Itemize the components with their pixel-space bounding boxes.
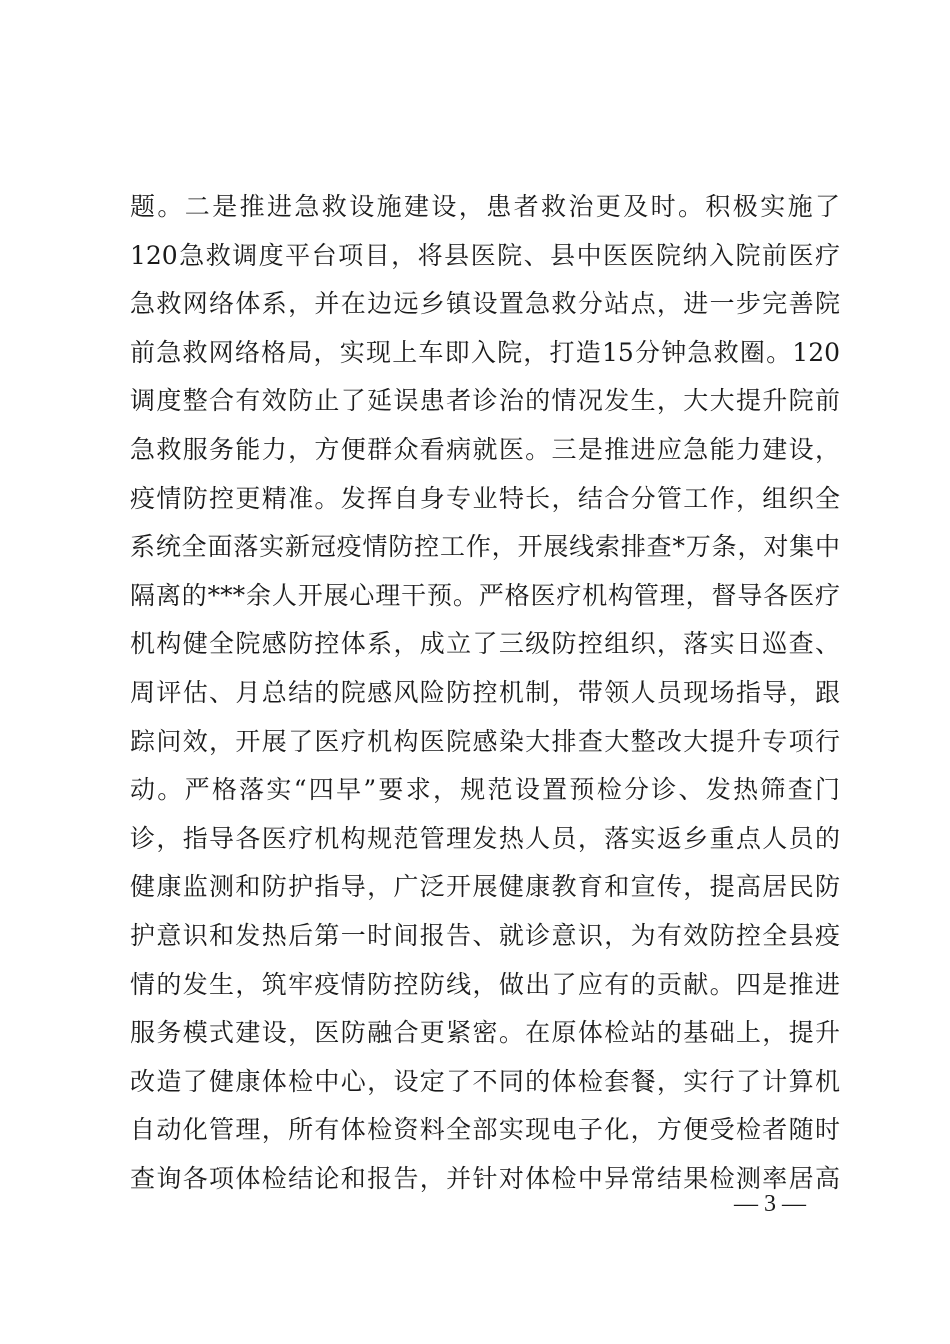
text-line-8: 系统全面落实新冠疫情防控工作，开展线索排查*万条，对集中 [130,532,840,562]
text-line-18: 服务模式建设，医防融合更紧密。在原体检站的基础上，提升 [130,1018,840,1048]
body-text [130,183,840,1203]
text-line-20: 自动化管理，所有体检资料全部实现电子化，方便受检者随时 [130,1115,840,1145]
text-line-2: 120急救调度平台项目，将县医院、县中医医院纳入院前医疗 [130,240,840,270]
text-line-3: 急救网络体系，并在边远乡镇设置急救分站点，进一步完善院 [130,289,840,319]
text-line-11: 周评估、月总结的院感风险防控机制，带领人员现场指导，跟 [130,677,840,707]
text-line-9: 隔离的***余人开展心理干预。严格医疗机构管理，督导各医疗 [130,580,840,610]
text-line-5: 调度整合有效防止了延误患者诊治的情况发生，大大提升院前 [130,386,840,416]
text-line-16: 护意识和发热后第一时间报告、就诊意识，为有效防控全县疫 [130,920,840,950]
text-line-21: 查询各项体检结论和报告，并针对体检中异常结果检测率居高 [130,1163,840,1193]
page-number: — 3 — [734,1191,806,1217]
text-line-15: 健康监测和防护指导，广泛开展健康教育和宣传，提高居民防 [130,872,840,902]
text-line-13: 动。严格落实“四早”要求，规范设置预检分诊、发热筛查门 [130,775,840,805]
text-line-6: 急救服务能力，方便群众看病就医。三是推进应急能力建设， [130,434,840,464]
text-line-7: 疫情防控更精准。发挥自身专业特长，结合分管工作，组织全 [130,483,840,513]
text-line-1: 题。二是推进急救设施建设，患者救治更及时。积极实施了 [130,192,840,221]
text-line-10: 机构健全院感防控体系，成立了三级防控组织，落实日巡查、 [130,629,840,659]
text-line-19: 改造了健康体检中心，设定了不同的体检套餐，实行了计算机 [130,1066,840,1096]
text-line-17: 情的发生，筑牢疫情防控防线，做出了应有的贡献。四是推进 [130,969,840,999]
text-line-4: 前急救网络格局，实现上车即入院，打造15分钟急救圈。120 [130,337,840,367]
text-line-12: 踪问效，开展了医疗机构医院感染大排查大整改大提升专项行 [130,726,840,756]
text-line-14: 诊，指导各医疗机构规范管理发热人员，落实返乡重点人员的 [130,823,840,853]
